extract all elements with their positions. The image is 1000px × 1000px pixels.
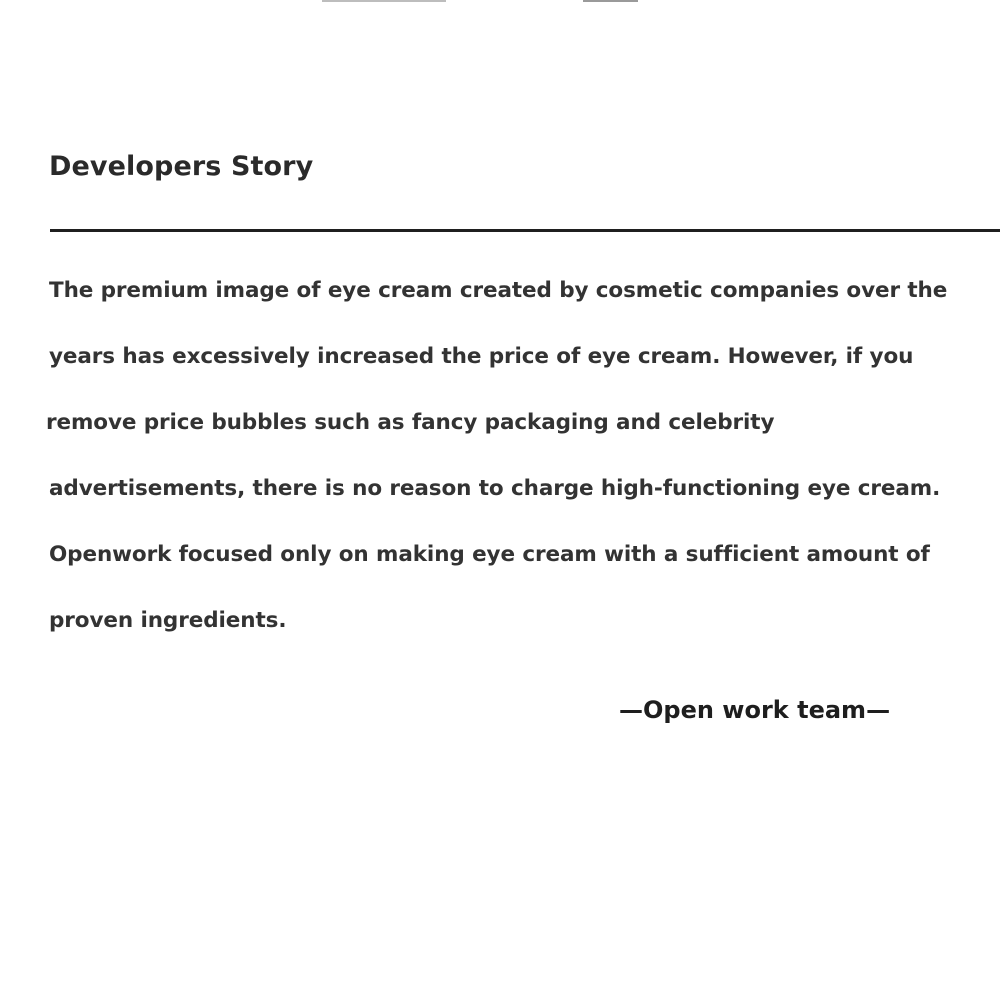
story-body xyxy=(46,258,949,654)
story-line: The premium image of eye cream created by cosmetic companies over the xyxy=(49,278,948,303)
story-line: remove price bubbles such as fancy packaging and celebrity xyxy=(46,410,775,435)
top-tab-indicator-right xyxy=(583,0,638,2)
story-line: proven ingredients. xyxy=(49,608,287,633)
story-line: years has excessively increased the price of eye cream. However, if you xyxy=(49,344,914,369)
section-divider xyxy=(50,229,1000,232)
story-line: advertisements, there is no reason to charge high-functioning eye cream. xyxy=(49,476,941,501)
story-line: Openwork focused only on making eye cream with a sufficient amount of xyxy=(49,542,930,567)
signature: —Open work team— xyxy=(619,696,891,724)
section-title: Developers Story xyxy=(49,151,314,182)
top-tab-indicator-left xyxy=(322,0,446,2)
